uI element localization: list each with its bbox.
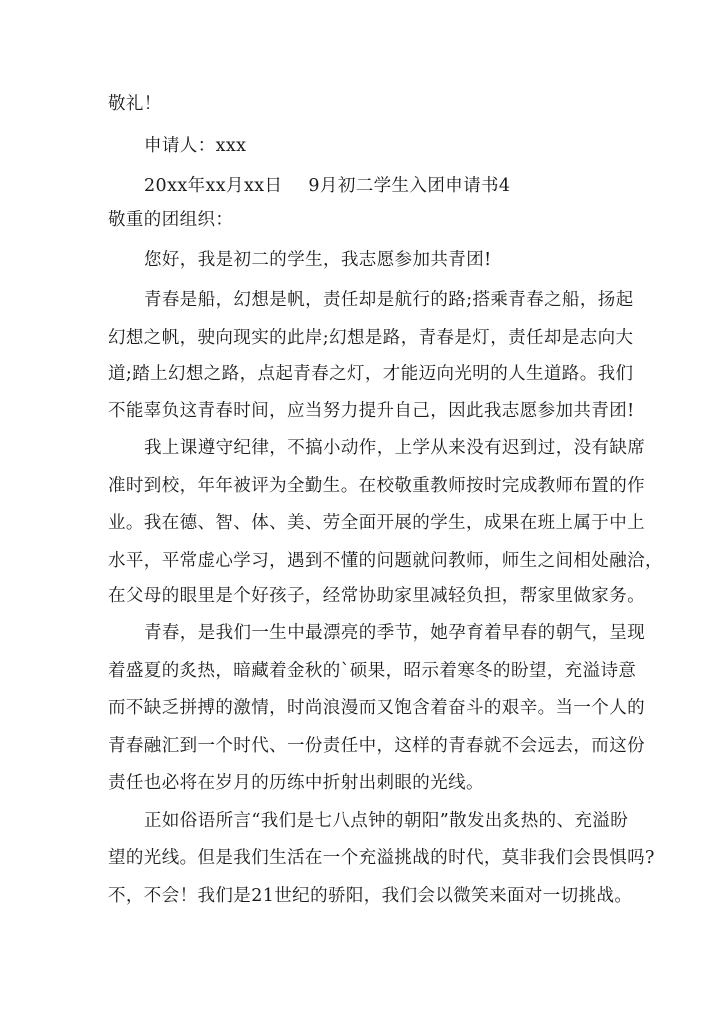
letter-greeting: 敬重的团组织： — [108, 210, 234, 230]
body-line: 准时到校，年年被评为全勤生。在校敬重教师按时完成教师布置的作 — [108, 476, 645, 496]
applicant-signature: 申请人：xxx — [144, 136, 247, 156]
body-line: 在父母的眼里是个好孩子，经常协助家里减轻负担，帮家里做家务。 — [108, 586, 645, 606]
body-line: 您好，我是初二的学生，我志愿参加共青团! — [144, 250, 492, 270]
body-line: 青春融汇到一个时代、一份责任中，这样的青春就不会远去，而这份 — [108, 736, 645, 756]
body-line: 不，不会！我们是21世纪的骄阳，我们会以微笑来面对一切挑战。 — [108, 886, 633, 906]
body-line: 青春是船，幻想是帆，责任却是航行的路;搭乘青春之船，扬起 — [144, 290, 634, 310]
body-line: 我上课遵守纪律，不搞小动作，上学从来没有迟到过，没有缺席 — [144, 438, 646, 458]
body-line: 不能辜负这青春时间，应当努力提升自己，因此我志愿参加共青团! — [108, 401, 635, 421]
document-title: 9月初二学生入团申请书4 — [308, 176, 511, 196]
body-line: 业。我在德、智、体、美、劳全面开展的学生，成果在班上属于中上 — [108, 513, 645, 533]
body-line: 水平，平常虚心学习，遇到不懂的问题就问教师，师生之间相处融洽， — [108, 551, 663, 571]
body-line: 责任也必将在岁月的历练中折射出刺眼的光线。 — [108, 773, 484, 793]
body-line: 望的光线。但是我们生活在一个充溢挑战的时代，莫非我们会畏惧吗? — [108, 848, 655, 868]
body-line: 道;踏上幻想之路，点起青春之灯，才能迈向光明的人生道路。我们 — [108, 364, 634, 384]
application-date: 20xx年xx月xx日 — [144, 176, 283, 196]
body-line: 着盛夏的炙热，暗藏着金秋的`硕果，昭示着寒冬的盼望，充溢诗意 — [108, 661, 637, 681]
date-and-title-line — [144, 175, 664, 197]
body-line: 而不缺乏拼搏的激情，时尚浪漫而又饱含着奋斗的艰辛。当一个人的 — [108, 698, 645, 718]
body-line: 正如俗语所言“我们是七八点钟的朝阳”散发出炙热的、充溢盼 — [144, 811, 629, 831]
body-line: 幻想之帆，驶向现实的此岸;幻想是路，青春是灯，责任却是志向大 — [108, 328, 634, 348]
body-line: 青春，是我们一生中最漂亮的季节，她孕育着早春的朝气，呈现 — [144, 623, 646, 643]
salutation: 敬礼！ — [108, 94, 162, 114]
